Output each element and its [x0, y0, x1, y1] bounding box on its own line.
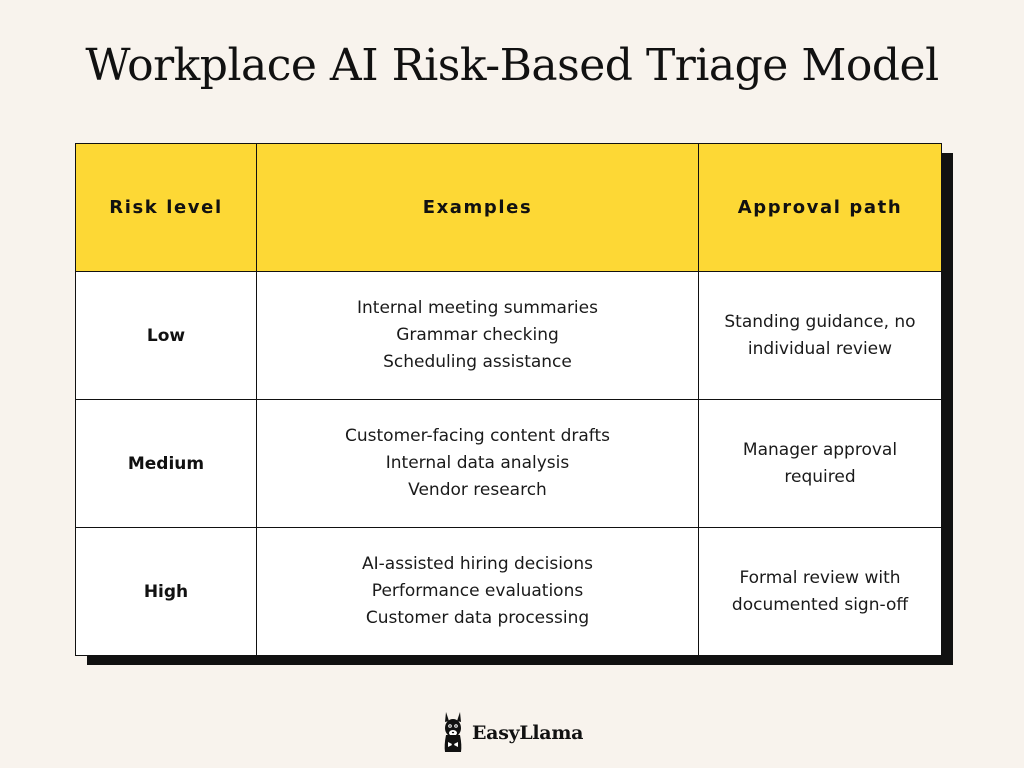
risk-level-cell: Medium	[76, 400, 257, 528]
brand-logo	[440, 710, 583, 756]
header-approval-path: Approval path	[699, 144, 942, 272]
example-item: Grammar checking	[396, 325, 559, 345]
examples-cell	[257, 272, 699, 400]
approval-path-cell: Formal review with documented sign-off	[699, 528, 942, 656]
table-row-medium	[76, 400, 942, 528]
header-risk-level: Risk level	[76, 144, 257, 272]
table-row-low	[76, 272, 942, 400]
table-row-high	[76, 528, 942, 656]
example-item: Customer-facing content drafts	[345, 426, 610, 446]
example-item: Vendor research	[408, 480, 547, 500]
example-item: Internal meeting summaries	[357, 298, 598, 318]
approval-path-cell: Standing guidance, no individual review	[699, 272, 942, 400]
example-item: Internal data analysis	[385, 453, 570, 473]
risk-level-cell: Low	[76, 272, 257, 400]
example-item: Scheduling assistance	[383, 352, 572, 372]
examples-cell	[257, 400, 699, 528]
table-header-row	[76, 144, 942, 272]
llama-icon	[440, 711, 466, 755]
risk-level-cell: High	[76, 528, 257, 656]
examples-cell	[257, 528, 699, 656]
triage-table	[75, 143, 942, 656]
page-title: Workplace AI Risk-Based Triage Model	[85, 40, 939, 91]
example-item: AI-assisted hiring decisions	[362, 554, 593, 574]
example-item: Customer data processing	[365, 608, 590, 628]
triage-table-container	[75, 143, 941, 655]
example-item: Performance evaluations	[371, 581, 584, 601]
approval-path-cell: Manager approval required	[699, 400, 942, 528]
brand-name: EasyLlama	[472, 722, 584, 744]
header-examples: Examples	[257, 144, 699, 272]
